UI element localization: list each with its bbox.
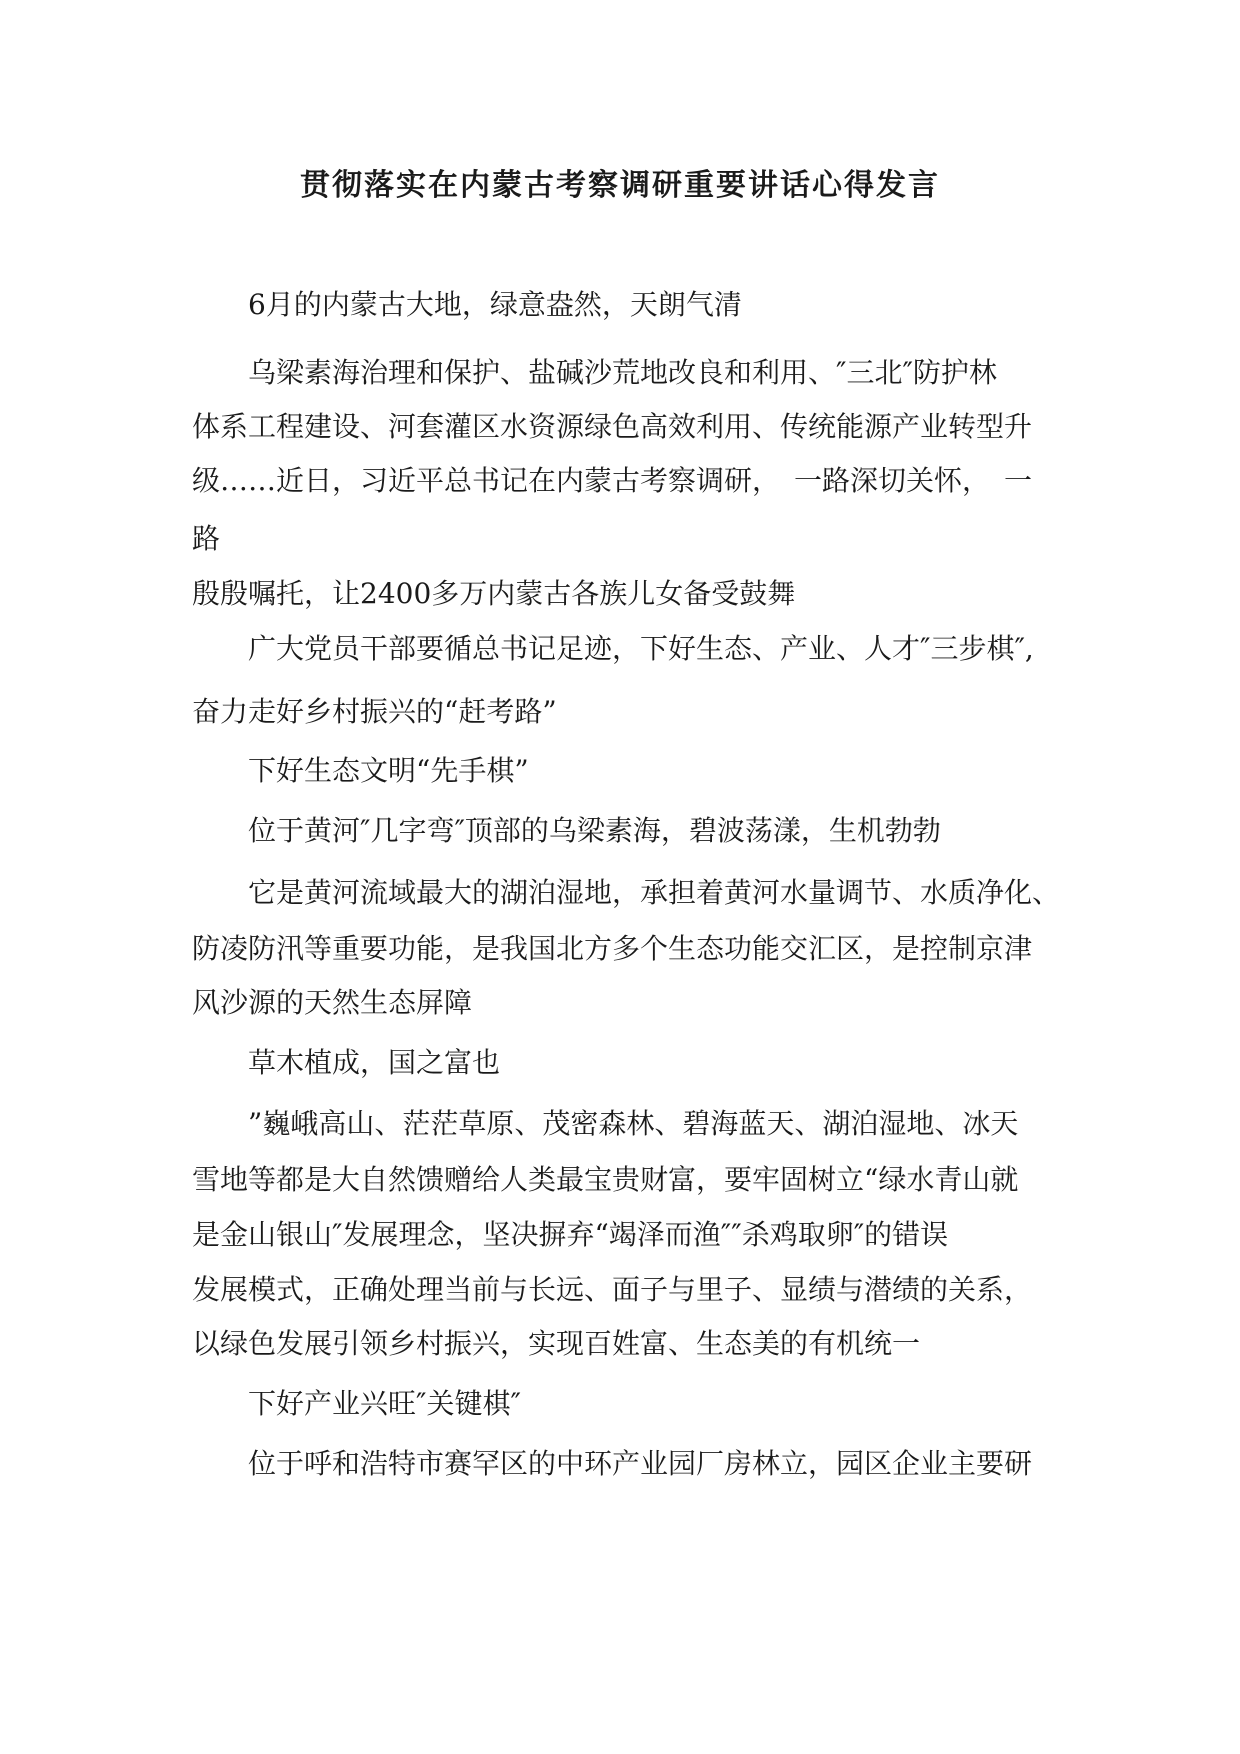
paragraph-line: 是金山银山″发展理念，坚决摒弃“竭泽而渔″″杀鸡取卵″的错误 — [192, 1218, 949, 1251]
paragraph-line: 广大党员干部要循总书记足迹，下好生态、产业、人才″三步棋″, — [248, 632, 1034, 665]
paragraph-line: ”巍峨高山、茫茫草原、茂密森林、碧海蓝天、湖泊湿地、冰天 — [248, 1107, 1019, 1140]
paragraph-line: 路 — [192, 522, 221, 555]
paragraph-line: 防凌防汛等重要功能，是我国北方多个生态功能交汇区，是控制京津 — [192, 932, 1033, 965]
paragraph-line: 体系工程建设、河套灌区水资源绿色高效利用、传统能源产业转型升 — [192, 410, 1033, 443]
paragraph-line: 乌梁素海治理和保护、盐碱沙荒地改良和利用、″三北″防护林 — [248, 356, 997, 389]
paragraph-line: 风沙源的天然生态屏障 — [192, 986, 473, 1019]
paragraph-line: 雪地等都是大自然馈赠给人类最宝贵财富，要牢固树立“绿水青山就 — [192, 1163, 1019, 1196]
paragraph-line: 6月的内蒙古大地，绿意盎然，天朗气清 — [248, 288, 742, 321]
paragraph-line: 奋力走好乡村振兴的“赶考路” — [192, 695, 557, 728]
paragraph-line: 殷殷嘱托，让2400多万内蒙古各族儿女备受鼓舞 — [192, 577, 796, 610]
section-heading: 下好生态文明“先手棋” — [248, 754, 529, 787]
paragraph-line: 它是黄河流域最大的湖泊湿地，承担着黄河水量调节、水质净化、 — [248, 876, 1061, 909]
paragraph-line: 以绿色发展引领乡村振兴，实现百姓富、生态美的有机统一 — [192, 1327, 921, 1360]
section-heading: 下好产业兴旺″关键棋″ — [248, 1387, 521, 1420]
paragraph-line: 级……近日，习近平总书记在内蒙古考察调研， 一路深切关怀， 一 — [192, 464, 1033, 497]
paragraph-line: 位于呼和浩特市赛罕区的中环产业园厂房林立，园区企业主要研 — [248, 1447, 1033, 1480]
document-title: 贯彻落实在内蒙古考察调研重要讲话心得发言 — [300, 168, 940, 203]
paragraph-line: 位于黄河″几字弯″顶部的乌梁素海，碧波荡漾，生机勃勃 — [248, 814, 941, 847]
paragraph-line: 草木植成，国之富也 — [248, 1046, 501, 1079]
paragraph-line: 发展模式，正确处理当前与长远、面子与里子、显绩与潜绩的关系， — [192, 1273, 1033, 1306]
